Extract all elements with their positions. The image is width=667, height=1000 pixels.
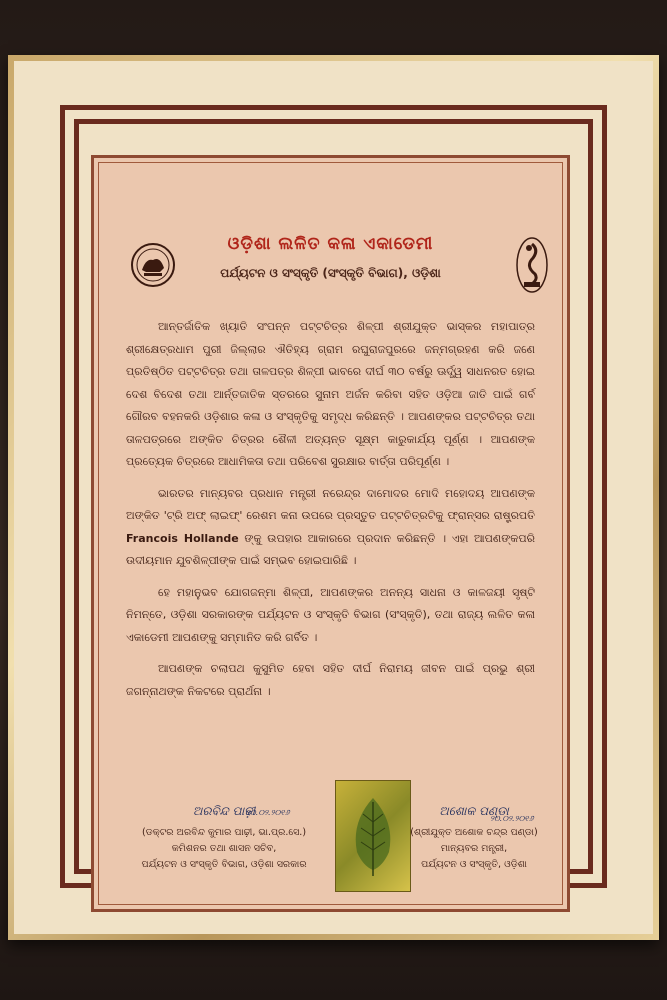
signatory-left <box>124 803 324 873</box>
certificate-body <box>126 316 535 712</box>
frame-mat <box>14 61 653 934</box>
paragraph-4: ଆପଣଙ୍କ ଚଲାପଥ କୁସୁମିତ ହେବା ସହିତ ଦୀର୍ଘ ନିରାମୟ ଜୀବନ ପାଇଁ ପ୍ରଭୁ ଶ୍ରୀ ଜଗନ୍ନାଥଙ୍କ ନିକଟରେ ପ୍ରାର୍ଥନା । <box>126 662 535 698</box>
signatory-left-dept: ପର୍ଯ୍ୟଟନ ଓ ସଂସ୍କୃତି ବିଭାଗ, ଓଡ଼ିଶା ସରକାର <box>141 859 307 870</box>
paragraph-2-start: ଭାରତର ମାନ୍ୟବର ପ୍ରଧାନ ମନ୍ତ୍ରୀ ନରେନ୍ଦ୍ର ଦାମୋଦର ମୋଦି ମହୋଦୟ ଆପଣଙ୍କ ଅଙ୍କିତ 'ଟ୍ରି ଅଫ୍ ଲାଇଫ୍' ରେଶମ କନା ଉପରେ ପ୍ରସ୍ତୁତ ପଟ୍ଟଚିତ୍ରଟିକୁ ଫ୍ରାନ୍ସର ରାଷ୍ଟ୍ରପତି <box>126 486 535 522</box>
paragraph-1: ଆନ୍ତର୍ଜାତିକ ଖ୍ୟାତି ସଂପନ୍ନ ପଟ୍ଟଚିତ୍ର ଶିଳ୍ପୀ ଶ୍ରୀଯୁକ୍ତ ଭାସ୍କର ମହାପାତ୍ର ଶ୍ରୀକ୍ଷେତ୍ରଧାମ ପୁରୀ ଜିଲ୍ଲାର ଐତିହ୍ୟ ଗ୍ରାମ ରଘୁରାଜପୁରରେ ଜନ୍ମଗ୍ରହଣ କରି ଜଣେ ପ୍ରତିଷ୍ଠିତ ପଟ୍ଟଚିତ୍ର ତଥା ତାଳପତ୍ର ଶିଳ୍ପୀ ଭାବରେ ଦୀର୍ଘ ୩୦ ବର୍ଷରୁ ଊର୍ଦ୍ଧ୍ୱ ସାଧନରତ ହୋଇ ଦେଶ ବିଦେଶ ତଥା ଆର୍ନ୍ତଜାତିକ ସ୍ତରରେ ସୁନାମ ଅର୍ଜନ କରିବା ସହିତ ଓଡ଼ିଆ ଜାତି ପାଇଁ ଗର୍ବ ଗୌରବ ବହନକରି ଓଡ଼ିଶାର କଳା ଓ ସଂସ୍କୃତିକୁ ସମୃଦ୍ଧ କରିଛନ୍ତି । ଆପଣଙ୍କର ପଟ୍ଟଚିତ୍ର ତଥା ତାଳପତ୍ରରେ ଅଙ୍କିତ ଚିତ୍ରର ଶୈଳୀ ଅତ୍ୟନ୍ତ ସୂକ୍ଷ୍ମ କାରୁକାର୍ଯ୍ୟ ପୂର୍ଣ୍ଣ । ଆପଣଙ୍କ ପ୍ରତ୍ୟେକ ଚିତ୍ରରେ ଆଧାମିକତା ତଥା ପରିବେଶ ସୁରକ୍ଷାର ବାର୍ତ୍ତା ପରିପୂର୍ଣ୍ଣ । <box>126 320 535 468</box>
picture-frame <box>8 55 659 940</box>
certificate-subtitle: ପର୍ଯ୍ୟଟନ ଓ ସଂସ୍କୃତି (ସଂସ୍କୃତି ବିଭାଗ), ଓଡ଼ିଶା <box>220 266 441 280</box>
signature-left: ଅରବିନ୍ଦ ପାଢ଼ୀ <box>192 804 256 818</box>
signature-right: ଅଶୋକ ପଣ୍ଡା <box>439 804 509 818</box>
paragraph-2 <box>126 483 535 573</box>
signatory-right-name: (ଶ୍ରୀଯୁକ୍ତ ଅଶୋକ ଚନ୍ଦ୍ର ପଣ୍ଡା) <box>410 827 538 838</box>
signatory-right-dept: ପର୍ଯ୍ୟଟନ ଓ ସଂସ୍କୃତି, ଓଡ଼ିଶା <box>421 859 527 870</box>
recipient-name: Francois Hollande <box>126 531 239 545</box>
paragraph-3: ହେ ମହାନୁଭବ ଯୋଗଜନ୍ମା ଶିଳ୍ପୀ, ଆପଣଙ୍କର ଅନନ୍ୟ ସାଧନା ଓ କାଳଜୟୀ ସୃଷ୍ଟି ନିମନ୍ତେ, ଓଡ଼ିଶା ସରକାରଙ୍କ ପର୍ଯ୍ୟଟନ ଓ ସଂସ୍କୃତି ବିଭାଗ (ସଂସ୍କୃତି), ତଥା ରାଜ୍ୟ ଲଳିତ କଳା ଏକାଡେମୀ ଆପଣଙ୍କୁ ସମ୍ମାନିତ କରି ଗର୍ବିତ । <box>126 585 535 644</box>
signatory-left-title: କମିଶନର ତଥା ଶାସନ ସଚିବ, <box>171 843 277 854</box>
signature-date-right: ୨୦.୦୨.୨୦୧୬ <box>490 814 534 823</box>
certificate-paper <box>91 155 570 912</box>
signature-date-left: ୨୦.୦୨.୨୦୧୬ <box>246 808 290 817</box>
signatory-right-title: ମାନ୍ୟବର ମନ୍ତ୍ରୀ, <box>440 843 508 854</box>
paragraph-2-end: ଙ୍କୁ ଉପହାର ଆକାରରେ ପ୍ରଦାନ କରିଛନ୍ତି । ଏହା ଆପଣଙ୍କପରି ଉଦୀୟମାନ ଯୁବଶିଳ୍ପୀଙ୍କ ପାଇଁ ସମ୍ଭବ ହୋଇପାରିଛି । <box>126 531 535 567</box>
certificate-title: ଓଡ଼ିଶା ଲଳିତ କଳା ଏକାଡେମୀ <box>227 234 434 254</box>
signatory-right <box>394 803 554 873</box>
signatory-left-name: (ଡକ୍ଟର ଅରବିନ୍ଦ କୁମାର ପାଢ଼ୀ, ଭା.ପ୍ର.ସେ.) <box>141 827 307 838</box>
